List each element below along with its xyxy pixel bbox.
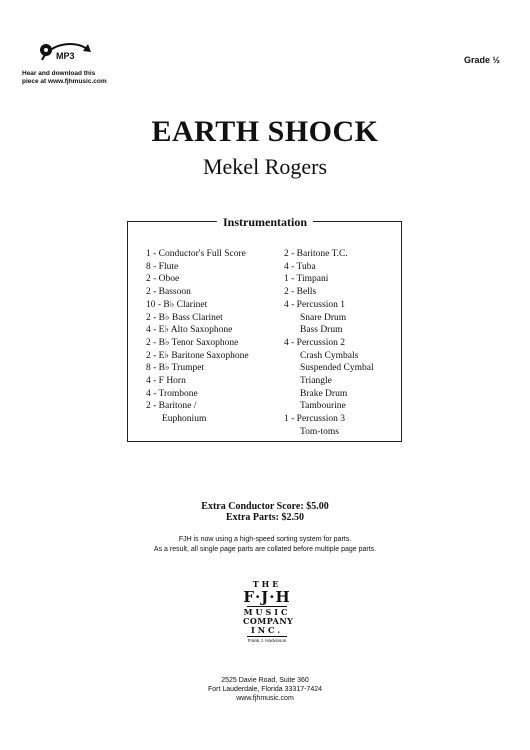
instrument-list-right (284, 248, 374, 439)
instrument-item: 4 - Trombone (146, 388, 198, 399)
grade-label: Grade ½ (463, 55, 500, 65)
mp3-label: MP3 (56, 51, 75, 61)
composer-name: Mekel Rogers (202, 154, 328, 179)
mp3-note (22, 70, 107, 86)
logo-founder: Frank J. Hackinson (247, 638, 287, 643)
instrument-item: 10 - B♭ Clarinet (146, 299, 208, 310)
instrument-item: Crash Cymbals (300, 350, 359, 361)
address-website: www.fjhmusic.com (236, 695, 294, 702)
instrument-item: 8 - Flute (146, 261, 179, 272)
notice-line2: As a result, all single page parts are collated before multiple page parts. (153, 546, 377, 553)
notice-line1: FJH is now using a high-speed sorting system for parts. (178, 536, 352, 543)
logo-the: THE (252, 579, 282, 589)
instrument-item: 1 - Conductor's Full Score (146, 249, 246, 259)
instrument-item: 4 - Percussion 2 (284, 337, 345, 348)
instrument-item: Brake Drum (300, 388, 348, 399)
instrument-item: Euphonium (162, 414, 207, 425)
logo-music: MUSIC (243, 607, 291, 617)
instrument-item: 1 - Timpani (284, 274, 329, 285)
mp3-note-line2: piece at www.fjhmusic.com (22, 78, 107, 85)
prices (0, 501, 530, 523)
logo-inc: INC. (250, 625, 284, 635)
instrument-item: 2 - B♭ Tenor Saxophone (146, 337, 239, 348)
instrument-item: 2 - B♭ Bass Clarinet (146, 312, 223, 323)
instrument-item: 4 - F Horn (146, 376, 186, 387)
mp3-icon (36, 38, 92, 68)
instrument-item: 2 - Oboe (146, 274, 180, 285)
instrument-item: 8 - B♭ Trumpet (146, 363, 205, 374)
instrument-list-left (146, 248, 249, 426)
publisher-address (0, 676, 530, 703)
instrument-item: Tambourine (300, 401, 346, 412)
publisher-logo (243, 579, 294, 643)
piece-title: EARTH SHOCK (151, 115, 379, 148)
instrument-item: 2 - Baritone / (146, 401, 197, 412)
instrument-item: Suspended Cymbal (300, 363, 374, 374)
instrument-item: Bass Drum (300, 325, 343, 336)
address-line2: Fort Lauderdale, Florida 33317-7424 (207, 686, 323, 693)
address-line1: 2525 Davie Road, Suite 360 (221, 677, 309, 684)
instrumentation-heading-text: Instrumentation (217, 215, 313, 229)
logo-company: COMPANY (243, 616, 294, 626)
mp3-note-line1: Hear and download this (22, 70, 96, 77)
instrument-item: 2 - Baritone T.C. (284, 249, 348, 259)
mp3-badge (22, 38, 107, 86)
instrument-item: Snare Drum (300, 312, 347, 323)
logo-fjh: F·J·H (243, 588, 291, 606)
instrument-item: 2 - Bassoon (146, 287, 191, 298)
instrument-item: 4 - E♭ Alto Saxophone (146, 325, 233, 336)
extra-parts-price: Extra Parts: $2.50 (225, 512, 305, 523)
logo-rule-bottom (247, 636, 287, 637)
instrument-item: Tom-toms (300, 426, 339, 437)
sorting-notice (0, 535, 530, 555)
instrument-item: 4 - Tuba (284, 261, 316, 272)
instrument-item: 2 - E♭ Baritone Saxophone (146, 350, 249, 361)
instrument-item: Triangle (300, 376, 332, 387)
conductor-score-price: Extra Conductor Score: $5.00 (201, 501, 329, 512)
instrument-item: 2 - Bells (284, 287, 317, 298)
instrumentation-heading (0, 213, 530, 231)
instrument-item: 1 - Percussion 3 (284, 414, 345, 425)
instrument-item: 4 - Percussion 1 (284, 299, 345, 310)
